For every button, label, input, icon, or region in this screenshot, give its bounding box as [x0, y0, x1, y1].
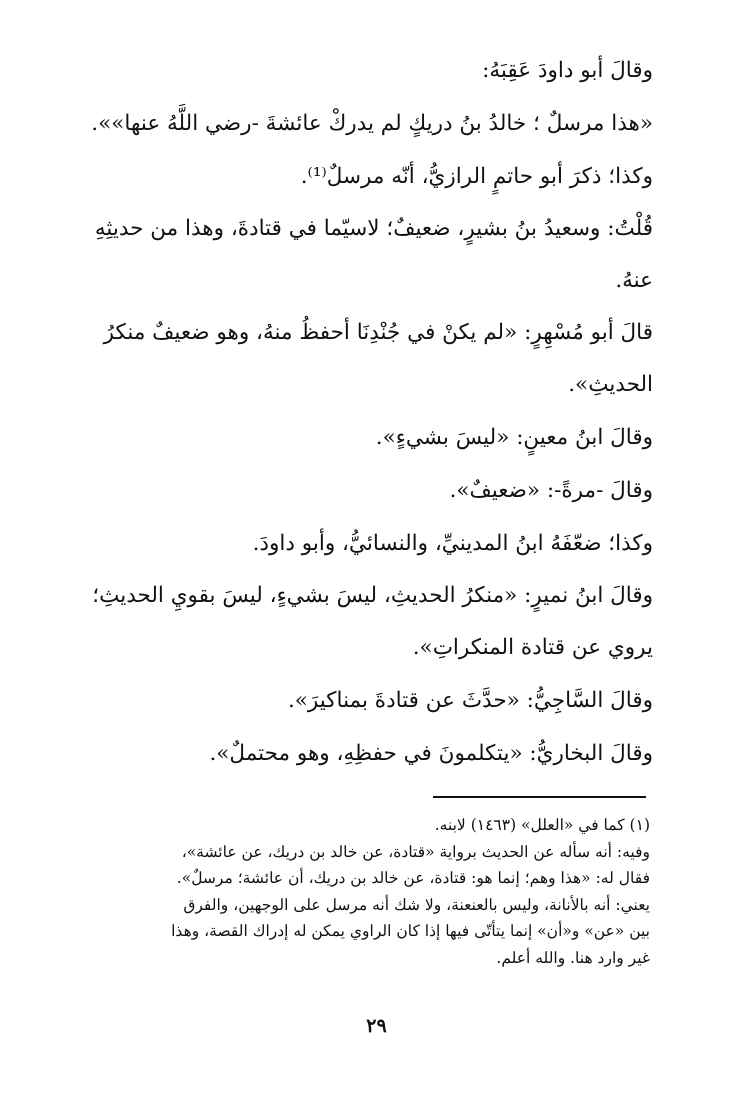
paragraph-author-comment: قُلْتُ: وسعيدُ بنُ بشيرٍ، ضعيفٌ؛ لاسيّما في قتادةَ، وهذا من حديثِهِ عنهُ. [94, 216, 653, 293]
paragraph-abu-hatim: وكذا؛ ذكرَ أبو حاتمٍ الرازيُّ، أنّه مرسلٌ⁽¹⁾. [300, 164, 653, 189]
footnote-line: غير وارد هنا. والله أعلم. [496, 948, 650, 967]
main-text-body [75, 44, 653, 780]
footnote-separator [433, 796, 646, 798]
page-number: ٢٩ [366, 1015, 387, 1037]
paragraph-abu-dawud-intro: وقالَ أبو داودَ عَقِبَهُ: [482, 58, 653, 83]
paragraph-al-saji: وقالَ السَّاجِيُّ: «حدَّثَ عن قتادةَ بمناكيرَ». [287, 688, 653, 713]
paragraph-abu-dawud-quote: «هذا مرسلٌ ؛ خالدُ بنُ دريكٍ لم يدركْ عائشةَ -رضي اللَّهُ عنها»». [91, 111, 653, 136]
footnote-line: وفيه: أنه سأله عن الحديث برواية «قتادة، عن خالد بن دريك، عن عائشة»، [181, 842, 650, 861]
footnote-line: بين «عن» و«أن» إنما يتأتّى فيها إذا كان الراوي يمكن له إدراك القصة، وهذا [171, 922, 650, 940]
paragraph-ibn-numayr: وقالَ ابنُ نميرٍ: «منكرُ الحديثِ، ليسَ بشيءٍ، ليسَ بقويِ الحديثِ؛ يروي عن قتادة المنكراتِ». [92, 583, 653, 660]
footnote-line: (١) كما في «العلل» (١٤٦٣) لابنه. [434, 816, 650, 834]
paragraph-abu-mushir: قالَ أبو مُسْهِرٍ: «لم يكنْ في جُنْدِنَا أحفظُ منهُ، وهو ضعيفٌ منكرُ الحديثِ». [103, 320, 653, 397]
footnote-line: فقال له: «هذا وهم؛ إنما هو: قتادة، عن خالد بن دريك، أن عائشة؛ مرسلٌ». [176, 869, 650, 887]
paragraph-al-bukhari: وقالَ البخاريُّ: «يتكلمونَ في حفظِهِ، وهو محتملٌ». [209, 741, 653, 766]
paragraph-weakened-by: وكذا؛ ضعّفَهُ ابنُ المدينيِّ، والنسائيُّ، وأبو داودَ. [252, 531, 653, 556]
footnotes [78, 812, 650, 971]
paragraph-ibn-main: وقالَ ابنُ معينٍ: «ليسَ بشيءٍ». [375, 425, 653, 450]
footnote-line: يعني: أنه بالأنانة، وليس بالعنعنة، ولا شك أنه مرسل على الوجهين، والفرق [183, 895, 650, 914]
paragraph-ibn-main-second: وقالَ -مرةً-: «ضعيفٌ». [449, 478, 653, 503]
